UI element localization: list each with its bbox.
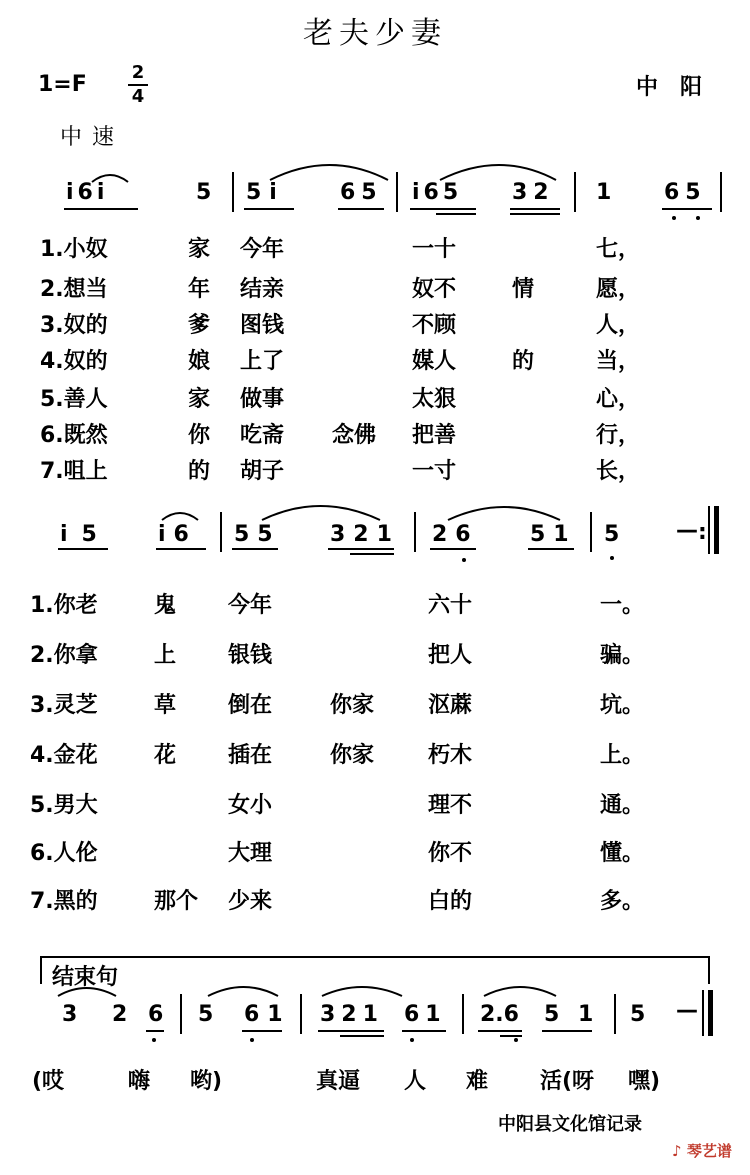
- lyric-cell: 花: [154, 743, 177, 768]
- lyric-cell: 做事: [240, 387, 285, 412]
- note-group: i65: [412, 180, 463, 205]
- tempo-marking: 中速: [60, 125, 125, 150]
- lyric-cell: 你家: [330, 693, 375, 718]
- barline: [462, 994, 464, 1034]
- lyric-cell: 4.金花: [30, 743, 98, 768]
- lyric-cell: 愿，: [596, 277, 641, 302]
- lyric-cell: 行，: [596, 423, 641, 448]
- lyric-cell: 骗。: [600, 643, 645, 668]
- repeat-dots: :: [698, 520, 707, 545]
- final-barline: [702, 990, 704, 1036]
- lyric-cell: 白的: [428, 889, 473, 914]
- note-group: 1: [578, 1002, 594, 1027]
- note-group: i6: [158, 522, 197, 547]
- beam-underline: [542, 1030, 592, 1032]
- lyric-cell: 通。: [600, 793, 645, 818]
- note-group: 321: [320, 1002, 384, 1027]
- logo-text: 琴艺谱: [686, 1142, 732, 1160]
- repeat-barline: [708, 506, 710, 554]
- note-group: 5: [630, 1002, 646, 1027]
- lyric-cell: 家: [188, 237, 211, 262]
- lyric-cell: 倒在: [228, 693, 273, 718]
- lyric-cell: 七，: [596, 237, 641, 262]
- lyric-cell: 活(呀: [540, 1069, 595, 1094]
- lyric-cell: 大理: [228, 841, 273, 866]
- note-group: 5: [198, 1002, 214, 1027]
- note-group: 1: [596, 180, 612, 205]
- time-signature-top: 2: [131, 62, 145, 83]
- lyric-cell: 7.咀上: [40, 459, 108, 484]
- transcription-credit: 中阳县文化馆记录: [498, 1114, 642, 1135]
- lyric-cell: 你: [188, 423, 211, 448]
- final-barline-thick: [708, 990, 713, 1036]
- lyric-cell: (哎: [32, 1069, 65, 1094]
- lyric-cell: 理不: [428, 793, 473, 818]
- lyric-cell: 你家: [330, 743, 375, 768]
- note-group: i5: [60, 522, 111, 547]
- lyric-cell: 娘: [188, 349, 211, 374]
- lyric-cell: 家: [188, 387, 211, 412]
- beam-underline: [402, 1030, 446, 1032]
- lyric-cell: 真逼: [316, 1069, 361, 1094]
- note-group: 5: [544, 1002, 560, 1027]
- lyric-cell: 把人: [428, 643, 473, 668]
- low-octave-dot: [462, 558, 466, 562]
- song-title: 老夫少妻: [303, 16, 447, 51]
- lyric-cell: 3.奴的: [40, 313, 108, 338]
- lyric-cell: 上了: [240, 349, 285, 374]
- beam-underline: [328, 548, 394, 550]
- note-group: 65: [664, 180, 707, 205]
- beam-underline: [350, 553, 394, 555]
- note-group: 5: [196, 180, 212, 205]
- lyric-cell: 坑。: [600, 693, 645, 718]
- barline: [220, 512, 222, 552]
- lyric-cell: 年: [188, 277, 211, 302]
- lyric-cell: 奴不: [412, 277, 457, 302]
- time-signature-bottom: 4: [131, 86, 145, 107]
- lyric-cell: 插在: [228, 743, 273, 768]
- note-group: 321: [330, 522, 400, 547]
- lyric-cell: 4.奴的: [40, 349, 108, 374]
- low-octave-dot: [250, 1038, 254, 1042]
- low-octave-dot: [514, 1038, 518, 1042]
- beam-underline: [500, 1035, 522, 1037]
- lyric-cell: 2.你拿: [30, 643, 98, 668]
- logo-icon: ♪: [672, 1142, 682, 1160]
- note-group: 5i: [246, 180, 285, 205]
- beam-underline: [340, 1035, 384, 1037]
- ending-bracket-top: [40, 956, 710, 958]
- note-group: —: [676, 518, 698, 543]
- lyric-cell: 你不: [428, 841, 473, 866]
- lyric-cell: 把善: [412, 423, 457, 448]
- ending-bracket-right: [708, 956, 710, 984]
- lyric-cell: 人，: [596, 313, 641, 338]
- barline: [590, 512, 592, 552]
- note-group: 32: [512, 180, 555, 205]
- lyric-cell: 5.男大: [30, 793, 98, 818]
- barline: [300, 994, 302, 1034]
- lyric-cell: 人: [404, 1069, 427, 1094]
- barline: [180, 994, 182, 1034]
- lyric-cell: 草: [154, 693, 177, 718]
- lyric-cell: 六十: [428, 593, 473, 618]
- lyric-cell: 6.人伦: [30, 841, 98, 866]
- ending-bracket-left: [40, 956, 42, 984]
- lyric-cell: 结亲: [240, 277, 285, 302]
- note-group: i6i: [66, 180, 109, 205]
- low-octave-dot: [410, 1038, 414, 1042]
- lyric-cell: 上。: [600, 743, 645, 768]
- note-group: 61: [404, 1002, 447, 1027]
- lyric-cell: 今年: [240, 237, 285, 262]
- beam-underline: [242, 1030, 282, 1032]
- lyric-cell: 一十: [412, 237, 457, 262]
- lyric-cell: 女小: [228, 793, 273, 818]
- repeat-barline-thick: [714, 506, 719, 554]
- lyric-cell: 图钱: [240, 313, 285, 338]
- beam-underline: [58, 548, 108, 550]
- lyric-cell: 难: [466, 1069, 489, 1094]
- song-origin: 中阳: [636, 75, 725, 100]
- note-group: 51: [530, 522, 577, 547]
- lyric-cell: 一寸: [412, 459, 457, 484]
- beam-underline: [318, 1030, 384, 1032]
- note-group: 2: [112, 1002, 128, 1027]
- lyric-cell: 1.你老: [30, 593, 98, 618]
- lyric-cell: 鬼: [154, 593, 177, 618]
- ending-label: 结束句: [52, 965, 119, 990]
- lyric-cell: 不顾: [412, 313, 457, 338]
- lyric-cell: 3.灵芝: [30, 693, 98, 718]
- lyric-cell: 多。: [600, 889, 645, 914]
- lyric-cell: 沤蔴: [428, 693, 473, 718]
- lyric-cell: 银钱: [228, 643, 273, 668]
- lyric-cell: 的: [512, 349, 535, 374]
- lyric-cell: 2.想当: [40, 277, 108, 302]
- note-group: 2.6: [480, 1002, 519, 1027]
- lyric-cell: 嘿): [628, 1069, 661, 1094]
- low-octave-dot: [610, 556, 614, 560]
- low-octave-dot: [152, 1038, 156, 1042]
- lyric-cell: 嗨: [128, 1069, 151, 1094]
- lyric-cell: 太狠: [412, 387, 457, 412]
- lyric-cell: 媒人: [412, 349, 457, 374]
- barline: [614, 994, 616, 1034]
- note-group: —: [676, 998, 698, 1023]
- note-group: 26: [432, 522, 479, 547]
- lyric-cell: 长，: [596, 459, 641, 484]
- lyric-cell: 情: [512, 277, 535, 302]
- note-group: 3: [62, 1002, 78, 1027]
- lyric-cell: 那个: [154, 889, 199, 914]
- lyric-cell: 6.既然: [40, 423, 108, 448]
- note-group: 61: [244, 1002, 291, 1027]
- site-logo: [672, 1140, 732, 1161]
- lyric-cell: 7.黑的: [30, 889, 98, 914]
- note-group: 5: [604, 522, 620, 547]
- beam-underline: [146, 1030, 164, 1032]
- lyric-cell: 当，: [596, 349, 641, 374]
- note-group: 6: [148, 1002, 164, 1027]
- lyric-cell: 一。: [600, 593, 645, 618]
- lyric-cell: 吃斋: [240, 423, 285, 448]
- lyric-cell: 心，: [596, 387, 641, 412]
- key-signature: 1=F: [38, 72, 87, 97]
- lyric-cell: 哟): [190, 1069, 223, 1094]
- beam-underline: [156, 548, 206, 550]
- beam-underline: [430, 548, 476, 550]
- barline: [414, 512, 416, 552]
- lyric-cell: 爹: [188, 313, 211, 338]
- lyric-cell: 今年: [228, 593, 273, 618]
- beam-underline: [528, 548, 574, 550]
- lyric-cell: 1.小奴: [40, 237, 108, 262]
- beam-underline: [232, 548, 278, 550]
- lyric-cell: 的: [188, 459, 211, 484]
- lyric-cell: 朽木: [428, 743, 473, 768]
- beam-underline: [478, 1030, 522, 1032]
- lyric-cell: 5.善人: [40, 387, 108, 412]
- note-group: 55: [234, 522, 281, 547]
- lyric-cell: 懂。: [600, 841, 645, 866]
- lyric-cell: 念佛: [332, 423, 377, 448]
- lyric-cell: 上: [154, 643, 177, 668]
- lyric-cell: 胡子: [240, 459, 285, 484]
- lyric-cell: 少来: [228, 889, 273, 914]
- note-group: 65: [340, 180, 383, 205]
